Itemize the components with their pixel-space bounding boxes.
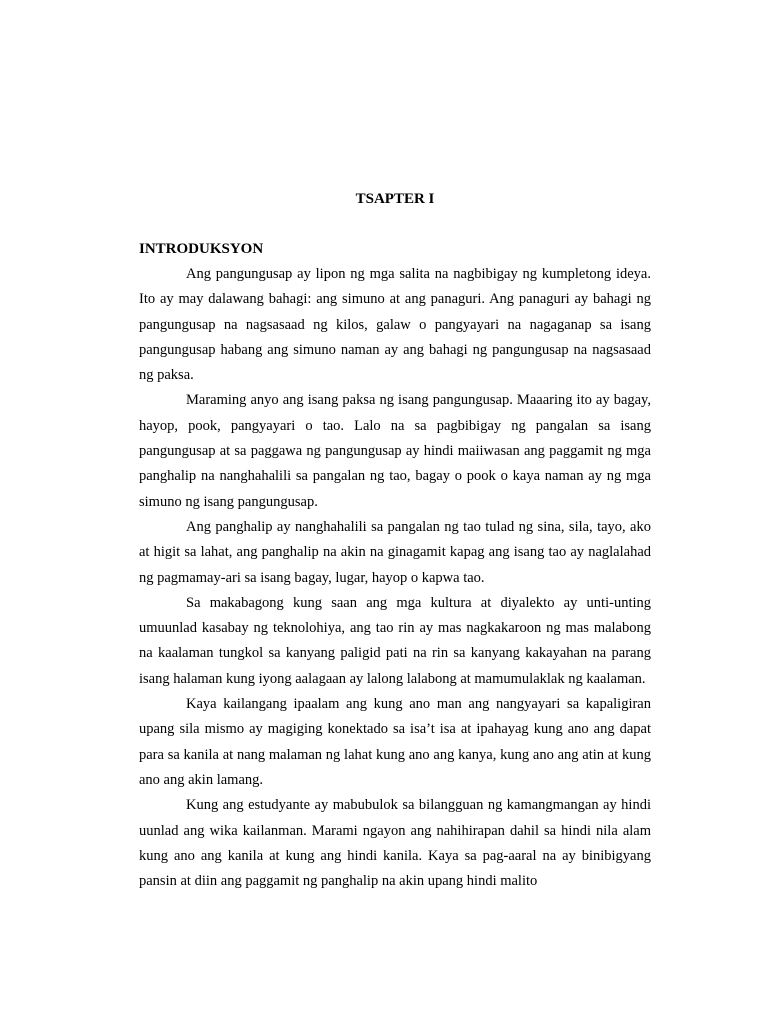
section-heading: INTRODUKSYON: [139, 241, 264, 257]
body-text: [139, 262, 651, 894]
paragraph-3: Ang panghalip ay nanghahalili sa pangalan ng tao tulad ng sina, sila, tayo, ako at higit sa lahat, ang panghalip na akin na ginagamit kapag ang isang tao ay naglalahad ng pagmamay-ari sa isang bagay, lugar, hayop o kapwa tao.: [139, 518, 651, 586]
paragraph-5: Kaya kailangang ipaalam ang kung ano man ang nangyayari sa kapaligiran upang sila mismo ay magiging konektado sa isa’t isa at ipahayag kung ano ang dapat para sa kanila at nang malaman ng lahat kung ano ang kanya, kung ano ang atin at kung ano ang akin lamang.: [139, 696, 651, 788]
chapter-title: TSAPTER I: [355, 191, 435, 207]
paragraph-2: Maraming anyo ang isang paksa ng isang pangungusap. Maaaring ito ay bagay, hayop, pook, pangyayari o tao. Lalo na sa pagbibigay ng pangalan sa isang pangungusap at sa paggawa ng pangungusap ay hindi maiiwasan ang paggamit ng mga panghalip na nanghahalili sa pangalan ng tao, bagay o pook o kaya naman ay ng mga simuno ng isang pangungusap.: [139, 392, 651, 510]
paragraph-4: Sa makabagong kung saan ang mga kultura at diyalekto ay unti-unting umuunlad kasabay ng teknolohiya, ang tao rin ay mas nagkakaroon ng mas malabong na kaalaman tungkol sa kanyang paligid pati na rin sa kanyang kakayahan na parang isang halaman kung iyong aalagaan ay lalong lalabong at mamumulaklak ng kaalaman.: [139, 594, 651, 687]
paragraph-6: Kung ang estudyante ay mabubulok sa bilangguan ng kamangmangan ay hindi uunlad ang wika kailanman. Marami ngayon ang nahihirapan dahil sa hindi nila alam kung ano ang kanila at kung ang hindi kanila. Kaya sa pag-aaral na ay binibigyang pansin at diin ang paggamit ng panghalip na akin upang hindi malito: [139, 797, 651, 890]
paragraph-1: Ang pangungusap ay lipon ng mga salita na nagbibigay ng kumpletong ideya. Ito ay may dalawang bahagi: ang simuno at ang panaguri. Ang panaguri ay bahagi ng pangungusap na nagsasaad ng kilos, galaw o pangyayari na nagaganap sa isang pangungusap habang ang simuno naman ay ang bahagi ng pangungusap na nagsasaad ng paksa.: [139, 266, 651, 384]
